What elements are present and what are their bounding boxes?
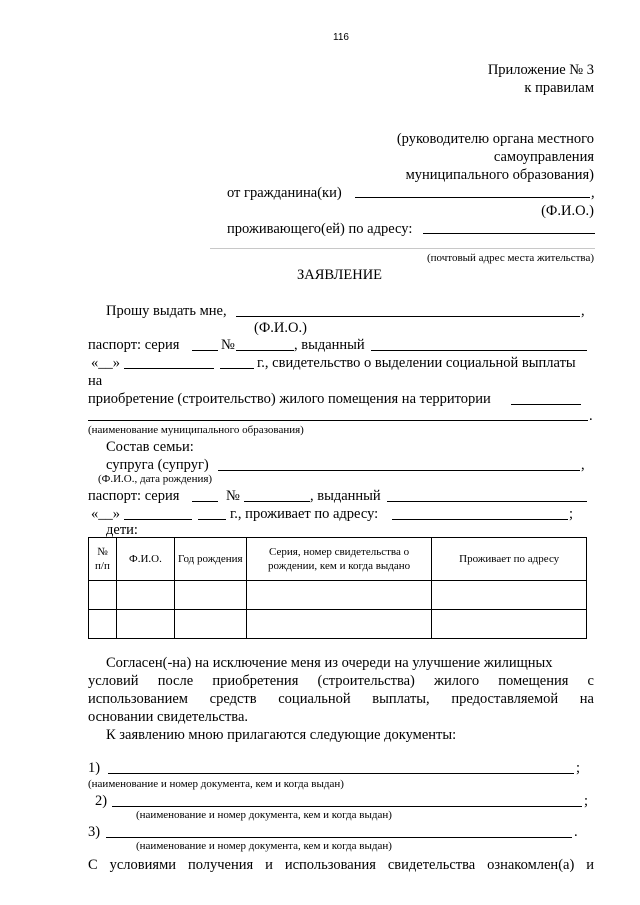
attachment-3-field[interactable] [106,837,572,838]
consent-line-3: использованием средств социальной выплаты, предоставляемой на [88,691,594,707]
table-cell[interactable] [246,610,432,639]
final-line: С условиями получения и использования свидетельства ознакомлен(а) и [88,857,594,873]
postal-address-caption: (почтовый адрес места жительства) [427,252,594,264]
attachment-2-end: ; [584,793,589,809]
issue-date-field[interactable] [124,368,214,369]
spouse-passport-number-label: № [226,488,240,504]
postal-address-field[interactable] [210,248,595,249]
passport-issued-field[interactable] [371,350,587,351]
table-cell[interactable] [432,581,587,610]
spouse-caption: (Ф.И.О., дата рождения) [98,473,213,485]
spouse-field[interactable] [218,470,580,471]
spouse-label: супруга (супруг) [106,457,209,473]
header-fio: Ф.И.О. [116,538,174,581]
consent-line-4: основании свидетельства. [88,709,249,725]
attachment-2-caption: (наименование и номер документа, кем и когда выдан) [136,809,392,821]
purpose-text: приобретение (строительство) жилого помещения на территории [88,391,491,407]
table-cell[interactable] [246,581,432,610]
from-citizen-comma: , [591,185,595,201]
spouse-date-field[interactable] [124,519,192,520]
passport-series-field[interactable] [192,350,218,351]
consent-line-2: условий после приобретения (строительства) жилого помещения с [88,673,594,689]
passport-series-label: паспорт: серия [88,337,180,353]
attachment-3-end: . [574,824,578,840]
attachments-intro: К заявлению мною прилагаются следующие документы: [106,727,457,743]
spouse-passport-series-label: паспорт: серия [88,488,180,504]
request-comma: , [581,303,585,319]
appendix-line-1: Приложение № 3 [487,62,594,78]
header-address: Проживает по адресу [432,538,587,581]
spouse-comma: , [581,457,585,473]
spouse-passport-issued-label: , выданный [310,488,381,504]
children-label: дети: [106,522,138,538]
address-field[interactable] [423,233,595,234]
appendix-line-2: к правилам [524,80,594,96]
territory-field[interactable] [511,404,581,405]
table-row [89,610,587,639]
table-cell[interactable] [432,610,587,639]
family-heading: Состав семьи: [106,439,194,455]
from-citizen-label: от гражданина(ки) [227,185,342,201]
applicant-fio-field[interactable] [236,316,580,317]
passport-issued-label: , выданный [294,337,365,353]
on-word: на [88,373,103,389]
spouse-lives-at-label: г., проживает по адресу: [230,506,379,522]
spouse-passport-issued-field[interactable] [387,501,587,502]
header-number: № п/п [89,538,117,581]
addressee-line-2: самоуправления [493,149,594,165]
attachment-1-field[interactable] [108,773,574,774]
attachment-2-field[interactable] [112,806,582,807]
spouse-address-field[interactable] [392,519,568,520]
table-cell[interactable] [89,610,117,639]
issue-year-field[interactable] [220,368,254,369]
municipality-field[interactable] [88,420,588,421]
from-citizen-field[interactable] [355,197,590,198]
spouse-year-field[interactable] [198,519,226,520]
table-cell[interactable] [174,581,246,610]
spouse-passport-number-field[interactable] [244,501,310,502]
children-table-header-row [89,538,587,581]
attachment-3-caption: (наименование и номер документа, кем и когда выдан) [136,840,392,852]
addressee-line-1: (руководителю органа местного [396,131,594,147]
table-row [89,581,587,610]
page-number: 116 [333,32,349,43]
attachment-1-number: 1) [88,760,101,776]
spouse-date-open: «__» [91,506,120,522]
attachment-1-caption: (наименование и номер документа, кем и когда выдан) [88,778,344,790]
address-label: проживающего(ей) по адресу: [227,221,413,237]
applicant-fio-caption: (Ф.И.О.) [254,320,307,336]
spouse-semicolon: ; [569,506,574,522]
certificate-text: г., свидетельство о выделении социальной выплаты [257,355,576,371]
attachment-2-number: 2) [95,793,108,809]
from-fio-caption: (Ф.И.О.) [541,203,594,219]
purpose-period: . [589,408,593,424]
attachment-3-number: 3) [88,824,101,840]
table-cell[interactable] [116,610,174,639]
request-prefix: Прошу выдать мне, [106,303,227,319]
header-birth-certificate: Серия, номер свидетельства о рождении, кем и когда выдано [246,538,432,581]
table-cell[interactable] [89,581,117,610]
header-birth-year: Год рождения [174,538,246,581]
addressee-line-3: муниципального образования) [405,167,594,183]
municipality-caption: (наименование муниципального образования) [88,424,304,436]
passport-number-field[interactable] [236,350,294,351]
issue-date-open: «__» [91,355,120,371]
spouse-passport-series-field[interactable] [192,501,218,502]
consent-line-1: Согласен(-на) на исключение меня из очереди на улучшение жилищных [106,655,553,671]
attachment-1-end: ; [576,760,581,776]
passport-number-label: № [221,337,235,353]
table-cell[interactable] [174,610,246,639]
document-title: ЗАЯВЛЕНИЕ [297,267,383,283]
table-cell[interactable] [116,581,174,610]
children-table [88,537,587,639]
